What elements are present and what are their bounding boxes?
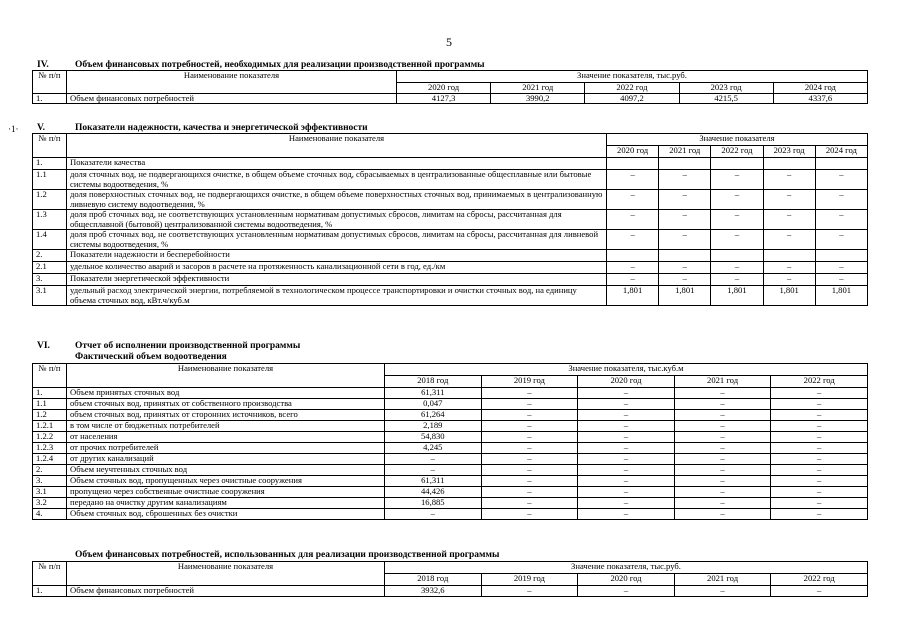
row-name: доля проб сточных вод, не соответствующих установленным нормативам допустимых сбросов, лимитам на сбросы, рассчитанная для ливневой системы водоотведения, %: [67, 230, 607, 250]
table-row: [33, 487, 868, 498]
section-fin-table: [32, 561, 868, 597]
row-value: –: [385, 509, 482, 520]
row-value: –: [815, 274, 867, 286]
row-value: 4337,6: [773, 93, 867, 104]
row-value: –: [674, 586, 771, 597]
row-number: 2.1: [33, 262, 67, 274]
row-value: –: [578, 509, 675, 520]
section-fin-heading: Объем финансовых потребностей, использованных для реализации производственной программы: [75, 550, 500, 560]
row-value: –: [674, 487, 771, 498]
row-number: 4.: [33, 509, 67, 520]
row-number: 1.2: [33, 190, 67, 210]
row-value: –: [578, 454, 675, 465]
header-value: Значение показателя, тыс.куб.м: [385, 364, 868, 376]
row-value: [763, 250, 815, 262]
row-number: 1.2.2: [33, 432, 67, 443]
row-number: 2.: [33, 250, 67, 262]
row-value: 4097,2: [585, 93, 679, 104]
row-value: [607, 250, 659, 262]
row-value: –: [674, 421, 771, 432]
row-value: –: [771, 432, 868, 443]
row-value: –: [481, 388, 578, 399]
row-name: от других канализаций: [67, 454, 385, 465]
row-value: 61,311: [385, 388, 482, 399]
row-number: 1.: [33, 158, 67, 170]
header-name: Наименование показателя: [67, 364, 385, 388]
row-value: –: [763, 170, 815, 190]
table-row: [33, 443, 868, 454]
section-number: IV.: [37, 60, 49, 70]
year-header: 2023 год: [679, 83, 773, 94]
row-number: 1.2.3: [33, 443, 67, 454]
row-value: –: [578, 476, 675, 487]
table-row: [33, 230, 868, 250]
section-vi-heading: [37, 341, 300, 351]
row-value: –: [481, 399, 578, 410]
table-row: [33, 476, 868, 487]
row-value: –: [674, 443, 771, 454]
year-header: 2019 год: [481, 376, 578, 388]
row-number: 1.3: [33, 210, 67, 230]
table-row: [33, 509, 868, 520]
row-name: Показатели надежности и бесперебойности: [67, 250, 607, 262]
row-name: Объем финансовых потребностей: [67, 586, 385, 597]
year-header: 2018 год: [385, 376, 482, 388]
row-value: –: [481, 410, 578, 421]
row-value: –: [481, 465, 578, 476]
row-value: –: [607, 190, 659, 210]
table-row: [33, 158, 868, 170]
row-value: –: [385, 454, 482, 465]
row-value: –: [578, 498, 675, 509]
row-name: Объем принятых сточных вод: [67, 388, 385, 399]
row-value: 1,801: [659, 286, 711, 306]
header-value: Значение показателя, тыс.руб.: [397, 71, 868, 83]
row-value: –: [578, 465, 675, 476]
row-name: доля сточных вод, не подвергающихся очистке, в общем объеме сточных вод, сбрасываемых в централизованные общесплавные или бытовые системы водоотведения, %: [67, 170, 607, 190]
header-value: Значение показателя, тыс.руб.: [385, 562, 868, 574]
section-title: Объем финансовых потребностей, необходимых для реализации производственной программы: [75, 60, 485, 70]
row-name: Объем неучтенных сточных вод: [67, 465, 385, 476]
row-value: –: [771, 509, 868, 520]
row-value: –: [771, 476, 868, 487]
row-number: 3.2: [33, 498, 67, 509]
table-row: [33, 274, 868, 286]
year-header: 2020 год: [607, 146, 659, 158]
section-number: VI.: [37, 341, 50, 351]
row-value: –: [711, 210, 763, 230]
row-value: –: [481, 421, 578, 432]
year-header: 2021 год: [674, 376, 771, 388]
row-number: 3.1: [33, 487, 67, 498]
row-value: –: [659, 274, 711, 286]
header-number: № п/п: [33, 71, 67, 94]
header-name: Наименование показателя: [67, 134, 607, 158]
table-row: [33, 498, 868, 509]
row-number: 1.2.1: [33, 421, 67, 432]
row-number: 1.1: [33, 399, 67, 410]
row-value: 16,885: [385, 498, 482, 509]
year-header: 2021 год: [491, 83, 585, 94]
row-value: [711, 158, 763, 170]
row-value: –: [481, 454, 578, 465]
row-name: Объем сточных вод, сброшенных без очистки: [67, 509, 385, 520]
row-name: доля проб сточных вод, не соответствующих установленным нормативам допустимых сбросов, лимитам на сбросы, рассчитанная для общесплавной (бытовой) централизованной системы водоотведения, %: [67, 210, 607, 230]
row-value: 1,801: [607, 286, 659, 306]
page-number: 5: [446, 35, 452, 49]
row-value: [607, 158, 659, 170]
row-value: –: [607, 274, 659, 286]
row-value: –: [674, 509, 771, 520]
section-title: Показатели надежности, качества и энергетической эффективности: [75, 123, 368, 133]
year-header: 2024 год: [773, 83, 867, 94]
row-value: –: [578, 410, 675, 421]
row-value: –: [607, 230, 659, 250]
row-number: 1.: [33, 388, 67, 399]
row-name: передано на очистку другим канализациям: [67, 498, 385, 509]
row-value: 4,245: [385, 443, 482, 454]
row-value: [815, 250, 867, 262]
row-value: –: [771, 586, 868, 597]
section-v-table: [32, 133, 868, 306]
row-value: –: [578, 421, 675, 432]
row-value: –: [771, 487, 868, 498]
row-value: –: [763, 274, 815, 286]
row-value: –: [578, 443, 675, 454]
row-number: 1.1: [33, 170, 67, 190]
section-iv-heading: [37, 60, 485, 70]
row-value: –: [674, 388, 771, 399]
row-number: 1.4: [33, 230, 67, 250]
row-number: 3.1: [33, 286, 67, 306]
row-value: –: [674, 476, 771, 487]
section-iv-table: [32, 70, 868, 104]
row-number: 3.: [33, 476, 67, 487]
row-name: Объем финансовых потребностей: [67, 93, 397, 104]
row-name: доля поверхностных сточных вод, не подвергающихся очистке, в общем объеме поверхностных сточных вод, принимаемых в централизованную ливневую систему водоотведения, %: [67, 190, 607, 210]
table-row: [33, 399, 868, 410]
table-row: [33, 410, 868, 421]
row-value: –: [763, 262, 815, 274]
row-value: –: [481, 509, 578, 520]
row-value: –: [578, 432, 675, 443]
row-value: 61,311: [385, 476, 482, 487]
row-value: –: [659, 262, 711, 274]
table-row: [33, 586, 868, 597]
row-value: 3990,2: [491, 93, 585, 104]
section-title: Отчет об исполнении производственной программы: [75, 341, 301, 351]
section-number: V.: [37, 123, 46, 133]
row-name: удельный расход электрической энергии, потребляемой в технологическом процессе транспортировки и очистки сточных вод, на единицу объема сточных вод, кВт.ч/куб.м: [67, 286, 607, 306]
row-value: –: [674, 432, 771, 443]
row-number: 2.: [33, 465, 67, 476]
row-value: [659, 250, 711, 262]
row-value: –: [763, 210, 815, 230]
row-number: 1.: [33, 586, 67, 597]
row-value: 61,264: [385, 410, 482, 421]
row-value: 2,189: [385, 421, 482, 432]
row-value: –: [481, 443, 578, 454]
table-row: [33, 170, 868, 190]
row-value: –: [711, 230, 763, 250]
row-value: 44,426: [385, 487, 482, 498]
row-value: 4127,3: [397, 93, 491, 104]
year-header: 2022 год: [771, 574, 868, 586]
row-number: 1.2.4: [33, 454, 67, 465]
header-name: Наименование показателя: [67, 562, 385, 586]
row-value: –: [815, 230, 867, 250]
row-name: Показатели качества: [67, 158, 607, 170]
row-value: –: [659, 230, 711, 250]
table-row: [33, 262, 868, 274]
row-value: –: [711, 190, 763, 210]
section-v-heading: [37, 123, 368, 133]
row-value: –: [771, 421, 868, 432]
row-value: –: [659, 210, 711, 230]
row-value: –: [815, 190, 867, 210]
row-value: 1,801: [711, 286, 763, 306]
table-row: [33, 421, 868, 432]
table-row: [33, 454, 868, 465]
row-value: –: [711, 262, 763, 274]
year-header: 2022 год: [585, 83, 679, 94]
year-header: 2019 год: [481, 574, 578, 586]
row-name: объем сточных вод, принятых от сторонних источников, всего: [67, 410, 385, 421]
row-name: от прочих потребителей: [67, 443, 385, 454]
header-name: Наименование показателя: [67, 71, 397, 94]
table-row: [33, 250, 868, 262]
row-value: 4215,5: [679, 93, 773, 104]
year-header: 2020 год: [397, 83, 491, 94]
row-value: 54,830: [385, 432, 482, 443]
row-name: удельное количество аварий и засоров в расчете на протяженность канализационной сети в год, ед./км: [67, 262, 607, 274]
row-value: –: [578, 586, 675, 597]
header-number: № п/п: [33, 134, 67, 158]
table-row: [33, 190, 868, 210]
row-value: –: [481, 476, 578, 487]
row-value: –: [771, 443, 868, 454]
row-value: –: [771, 454, 868, 465]
row-value: –: [771, 498, 868, 509]
row-value: –: [674, 410, 771, 421]
row-value: –: [815, 262, 867, 274]
row-value: –: [763, 190, 815, 210]
row-value: –: [771, 399, 868, 410]
section-vi-subtitle: Фактический объем водоотведения: [75, 352, 227, 362]
row-value: –: [578, 487, 675, 498]
year-header: 2021 год: [674, 574, 771, 586]
row-value: [659, 158, 711, 170]
row-value: [763, 158, 815, 170]
row-value: –: [607, 210, 659, 230]
row-name: в том числе от бюджетных потребителей: [67, 421, 385, 432]
header-number: № п/п: [33, 364, 67, 388]
row-value: [711, 250, 763, 262]
row-value: –: [771, 465, 868, 476]
table-row: [33, 465, 868, 476]
row-value: –: [481, 487, 578, 498]
row-value: –: [481, 498, 578, 509]
row-value: –: [578, 399, 675, 410]
section-vi-table: [32, 363, 868, 520]
row-name: от населения: [67, 432, 385, 443]
year-header: 2020 год: [578, 574, 675, 586]
row-number: 1.: [33, 93, 67, 104]
row-number: 1.2: [33, 410, 67, 421]
row-name: объем сточных вод, принятых от собственного производства: [67, 399, 385, 410]
row-value: –: [481, 586, 578, 597]
table-row: [33, 210, 868, 230]
row-value: –: [674, 399, 771, 410]
margin-mark: ·1·: [8, 124, 19, 134]
row-value: –: [607, 170, 659, 190]
row-number: 3.: [33, 274, 67, 286]
row-value: 0,047: [385, 399, 482, 410]
row-value: –: [711, 170, 763, 190]
table-row: [33, 432, 868, 443]
year-header: 2018 год: [385, 574, 482, 586]
year-header: 2022 год: [711, 146, 763, 158]
row-value: –: [659, 170, 711, 190]
row-value: 1,801: [815, 286, 867, 306]
table-row: [33, 93, 868, 104]
row-value: –: [578, 388, 675, 399]
row-value: 3932,6: [385, 586, 482, 597]
row-value: –: [385, 465, 482, 476]
row-value: –: [659, 190, 711, 210]
row-value: –: [763, 230, 815, 250]
row-value: –: [711, 274, 763, 286]
year-header: 2020 год: [578, 376, 675, 388]
row-value: –: [771, 410, 868, 421]
row-value: –: [674, 454, 771, 465]
row-value: –: [674, 465, 771, 476]
row-value: –: [815, 210, 867, 230]
row-value: –: [481, 432, 578, 443]
row-value: –: [771, 388, 868, 399]
row-name: пропущено через собственные очистные сооружения: [67, 487, 385, 498]
row-value: [815, 158, 867, 170]
row-value: –: [815, 170, 867, 190]
year-header: 2023 год: [763, 146, 815, 158]
row-name: Объем сточных вод, пропущенных через очистные сооружения: [67, 476, 385, 487]
header-number: № п/п: [33, 562, 67, 586]
row-value: –: [674, 498, 771, 509]
year-header: 2024 год: [815, 146, 867, 158]
table-row: [33, 286, 868, 306]
table-row: [33, 388, 868, 399]
header-value: Значение показателя: [607, 134, 868, 146]
row-name: Показатели энергетической эффективности: [67, 274, 607, 286]
row-value: 1,801: [763, 286, 815, 306]
year-header: 2021 год: [659, 146, 711, 158]
row-value: –: [607, 262, 659, 274]
year-header: 2022 год: [771, 376, 868, 388]
